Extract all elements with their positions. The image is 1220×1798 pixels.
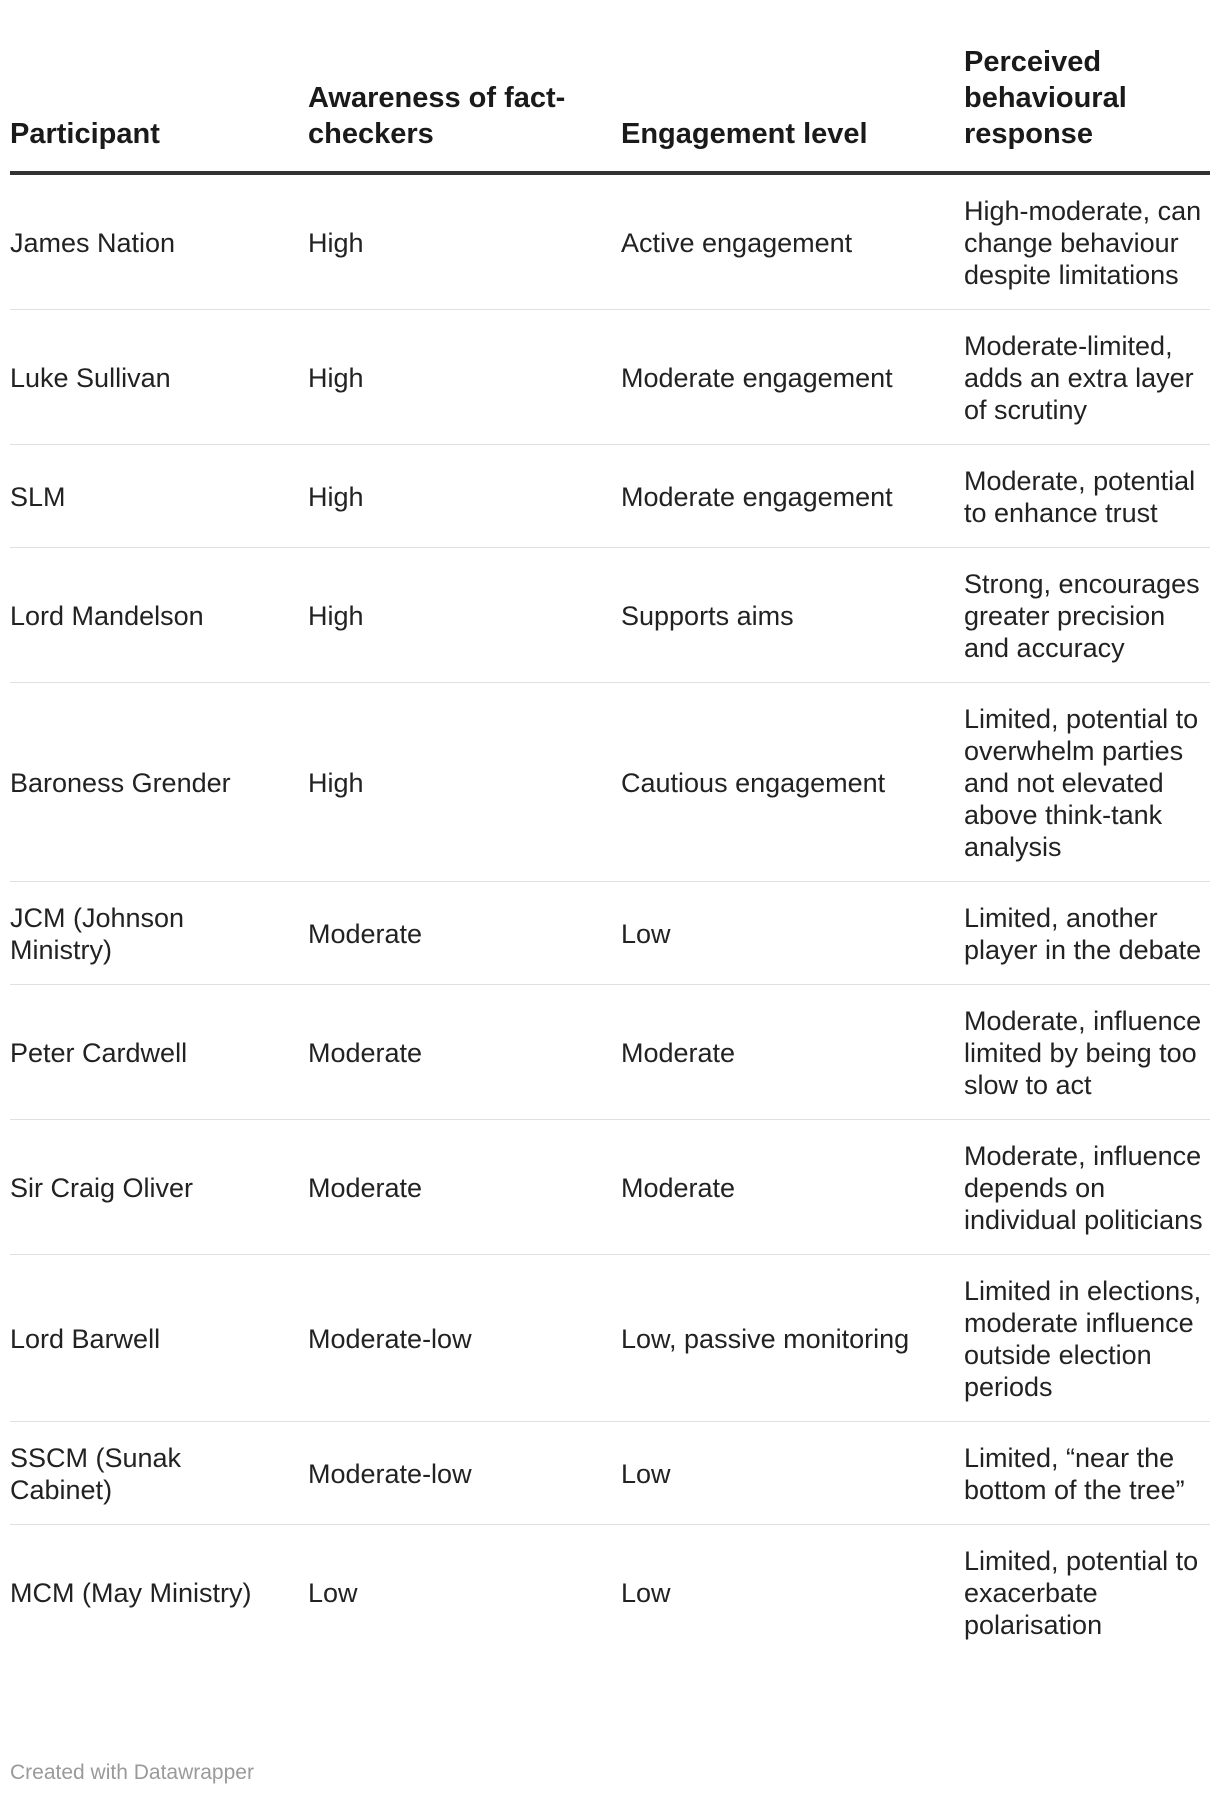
data-table-container [10, 0, 1210, 1659]
participant-cell: SLM [10, 445, 308, 548]
response-cell: High-moderate, can change behaviour despite limitations [964, 173, 1210, 310]
awareness-cell: High [308, 548, 621, 683]
datawrapper-credit: Created with Datawrapper [10, 1761, 254, 1784]
awareness-cell: High [308, 445, 621, 548]
table-row [10, 683, 1210, 882]
header-response: Perceived behavioural response [964, 0, 1210, 173]
header-engagement: Engagement level [621, 0, 964, 173]
table-row [10, 882, 1210, 985]
table-row [10, 1525, 1210, 1660]
header-row [10, 0, 1210, 173]
header-awareness: Awareness of fact-checkers [308, 0, 621, 173]
participant-cell: Lord Mandelson [10, 548, 308, 683]
response-cell: Moderate, influence depends on individual politicians [964, 1120, 1210, 1255]
response-cell: Moderate-limited, adds an extra layer of scrutiny [964, 310, 1210, 445]
response-cell: Limited, “near the bottom of the tree” [964, 1422, 1210, 1525]
participant-cell: SSCM (Sunak Cabinet) [10, 1422, 308, 1525]
participant-cell: James Nation [10, 173, 308, 310]
response-cell: Moderate, influence limited by being too slow to act [964, 985, 1210, 1120]
awareness-cell: Moderate [308, 985, 621, 1120]
awareness-cell: Moderate [308, 1120, 621, 1255]
participant-cell: Peter Cardwell [10, 985, 308, 1120]
awareness-cell: Low [308, 1578, 358, 1608]
participant-cell: MCM (May Ministry) [10, 1578, 252, 1608]
table-body [10, 173, 1210, 1659]
engagement-cell: Active engagement [621, 173, 964, 310]
table-row [10, 1255, 1210, 1422]
response-cell: Strong, encourages greater precision and accuracy [964, 548, 1210, 683]
awareness-cell: High [308, 683, 621, 882]
engagement-cell: Moderate [621, 1120, 964, 1255]
response-cell: Limited, another player in the debate [964, 882, 1210, 985]
awareness-cell: Moderate-low [308, 1422, 621, 1525]
engagement-cell: Low [621, 1422, 964, 1525]
table-row [10, 548, 1210, 683]
table-row [10, 173, 1210, 310]
table-row [10, 1422, 1210, 1525]
engagement-cell: Cautious engagement [621, 683, 964, 882]
header-participant: Participant [10, 0, 308, 173]
response-cell: Limited, potential to exacerbate polarisation [964, 1546, 1199, 1640]
engagement-cell: Low, passive monitoring [621, 1255, 964, 1422]
engagement-cell: Low [621, 882, 964, 985]
awareness-cell: High [308, 310, 621, 445]
awareness-cell: High [308, 173, 621, 310]
table-row [10, 445, 1210, 548]
participant-cell: Lord Barwell [10, 1255, 308, 1422]
engagement-cell: Supports aims [621, 548, 964, 683]
table-row [10, 985, 1210, 1120]
response-cell: Moderate, potential to enhance trust [964, 445, 1210, 548]
engagement-cell: Moderate engagement [621, 310, 964, 445]
participant-cell: Baroness Grender [10, 683, 308, 882]
engagement-cell: Moderate [621, 985, 964, 1120]
awareness-cell: Moderate [308, 882, 621, 985]
participant-cell: JCM (Johnson Ministry) [10, 882, 308, 985]
table-row [10, 310, 1210, 445]
response-cell: Limited in elections, moderate influence outside election periods [964, 1255, 1210, 1422]
table-row [10, 1120, 1210, 1255]
table-header [10, 0, 1210, 173]
response-cell: Limited, potential to overwhelm parties and not elevated above think-tank analysis [964, 683, 1210, 882]
participants-table [10, 0, 1210, 1659]
awareness-cell: Moderate-low [308, 1255, 621, 1422]
engagement-cell: Low [621, 1578, 671, 1608]
engagement-cell: Moderate engagement [621, 445, 964, 548]
participant-cell: Luke Sullivan [10, 310, 308, 445]
participant-cell: Sir Craig Oliver [10, 1120, 308, 1255]
